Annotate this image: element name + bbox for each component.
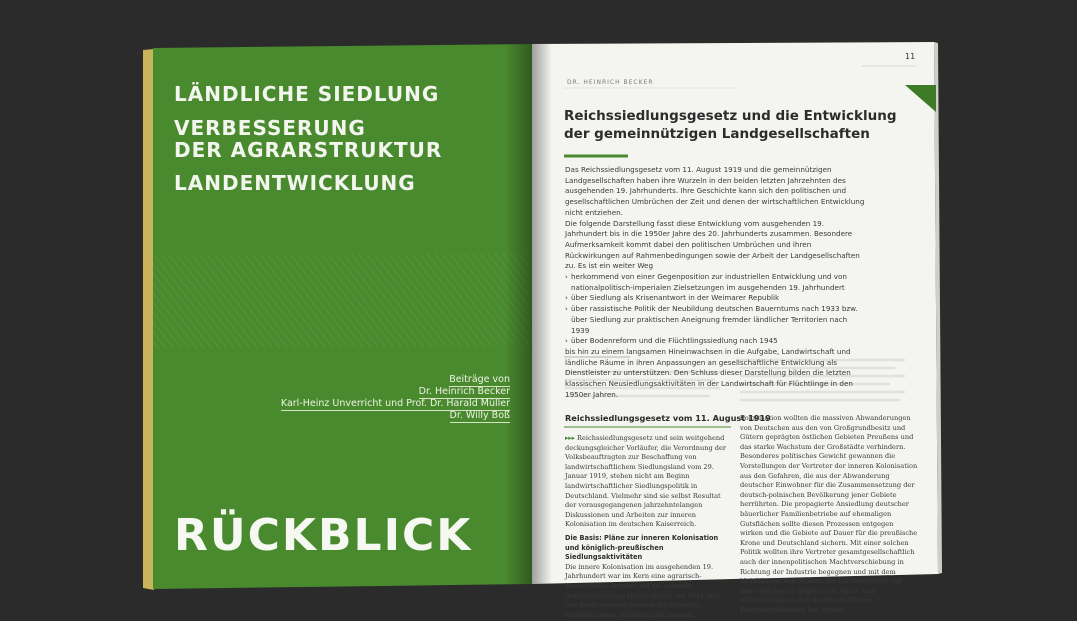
title-line-4: LANDENTWICKLUNG: [174, 171, 416, 195]
credit-author-2: Karl-Heinz Unverricht und Prof. Dr. Harald Müller: [280, 398, 510, 409]
left-page-edge: [143, 49, 154, 590]
heading-line-2: der gemeinnützigen Landgesellschaften: [564, 126, 870, 142]
bullet-item: › über rassistische Politik der Neubildung deutschen Bauerntums nach 1933 bzw. über Siedlung zur praktischen Aneignung fremder ländlicher Territorien nach 1939: [565, 304, 865, 336]
hatch-band: [153, 253, 532, 349]
column-1: [565, 434, 733, 620]
bullet-item: › herkommend von einer Gegenposition zur industriellen Entwicklung und von nationalpolitisch-imperialen Zielsetzungen im ausgehenden 19. Jahrhundert: [565, 272, 865, 293]
column-2-paragraph-1: Kolonisation wollten die massiven Abwanderungen von Deutschen aus den von Großgrundbesitz und Gütern geprägten östlichen Gebieten Preußens und das starke Wachstum der Großstädte verhindern. Besonderes politisches Gewicht gewannen die Vorstellungen der Vertreter der inneren Kolonisation aus den Gefahren, die aus der Abwanderung deutscher Einwohner für die Zusammensetzung der deutsch-polnischen Bevölkerung jener Gebiete herrührten. Die propagierte Ansiedlung deutscher bäuerlicher Familienbetriebe auf ehemaligen Gutsflächen sollte diesen Prozessen entgegen wirken und die Gebiete auf Dauer für die preußische Krone und Deutschland sichern. Mit einer solchen Politik wollten ihre Vertreter gesamtgesellschaftlich auch der innenpolitischen Machtverschiebung in Richtung der Industrie begegnen und mit dem kleinbäuerlichen Ausbau der Landwirtschaft auf eine Gleichgewichtigkeit von Agrar- und Industriestaat in den gesellschaftlichen Kräfteverhältnissen hin wirken.: [740, 414, 918, 614]
title-line-3: DER AGRARSTRUKTUR: [174, 138, 443, 162]
credit-author-1: Dr. Heinrich Becker: [418, 386, 510, 397]
bullet-item: › über Siedlung als Krisenantwort in der Weimarer Republik: [565, 293, 865, 304]
author-label: DR. HEINRICH BECKER: [567, 79, 654, 86]
column-1-paragraph-2: Die innere Kolonisation im ausgehenden 19. Jahrhundert war im Kern eine agrarisch-konservative Antwort auf die schnelle Industrialisierung Deutschlands vor 1914 und den damit einhergehenden strukturellen Veränderungen. Vertreter der inneren: [565, 562, 720, 619]
credits-block: [280, 374, 510, 421]
column-1-text-1: Reichssiedlungsgesetz und sein weitgehend deckungsgleicher Vorläufer, die Verordnung der Volksbeauftragten zur Beschaffung von landwirtschaftlichem Siedlungsland vom 29. Januar 1919, stehen nicht am Beginn landwirtschaftlicher Siedlungspolitik in Deutschland. Vielmehr sind sie selbst Resultat der vorausgegangenen jahrzehntelangen Diskussionen und Arbeiten zur inneren Kolonisation im deutschen Kaiserreich.: [565, 434, 727, 529]
heading-line-1: Reichssiedlungsgesetz und die Entwicklung: [564, 108, 897, 124]
intro-closing: bis hin zu einem langsamen Hineinwachsen in die Aufgabe, Landwirtschaft und ländliche Räume in ihren Anpassungen an gesellschaftliche Entwicklung als Dienstleister zu unterstützen. Den Schluss dieser Darstellung bilden die letzten klassischen Neusiedlungsaktivitäten in der Landwirtschaft für Flüchtlinge in den 1950er Jahren.: [565, 346, 853, 399]
bullet-item: › über Bodenreform und die Flüchtlingssiedlung nach 1945: [565, 336, 865, 347]
column-2: [740, 414, 918, 615]
intro-bullet-list: [565, 272, 865, 347]
title-line-2: VERBESSERUNG: [174, 116, 366, 140]
article-heading: [564, 107, 897, 143]
credit-intro: Beiträge von: [449, 374, 510, 385]
title-line-1: LÄNDLICHE SIEDLUNG: [174, 82, 440, 106]
intro-text: [565, 165, 865, 400]
triple-arrow-icon: ▸▸▸: [565, 434, 575, 442]
big-title: RÜCKBLICK: [174, 510, 473, 561]
section-title: Reichssiedlungsgesetz vom 11. August 1919: [565, 413, 771, 423]
credit-author-3: Dr. Willy Boß: [449, 410, 510, 421]
column-1-subheading: Die Basis: Pläne zur inneren Kolonisation und königlich-preußischen Siedlungsaktivitäten: [565, 533, 719, 562]
intro-paragraph-2: Die folgende Darstellung fasst diese Entwicklung vom ausgehenden 19. Jahrhundert bis in die 1950er Jahre des 20. Jahrhunderts zusammen. Besondere Aufmerksamkeit kommt dabei den politischen Umbrüchen und ihren Rückwirkungen auf Rahmenbedingungen sowie der Arbeit der Landgesellschaften zu. Es ist ein weiter Weg: [565, 218, 860, 271]
page-number: 11: [905, 52, 916, 61]
column-1-paragraph-1: [565, 434, 733, 530]
intro-paragraph-1: Das Reichssiedlungsgesetz vom 11. August 1919 und die gemeinnützigen Landgesellschaften haben ihre Wurzeln in den beiden letzten Jahrzehnten des ausgehenden 19. Jahrhunderts. Ihre Geschichte kann sich den politischen und gesellschaftlichen Umbrüchen der Zeit und denen der wirtschaftlichen Entwicklung nicht entziehen.: [565, 165, 865, 217]
